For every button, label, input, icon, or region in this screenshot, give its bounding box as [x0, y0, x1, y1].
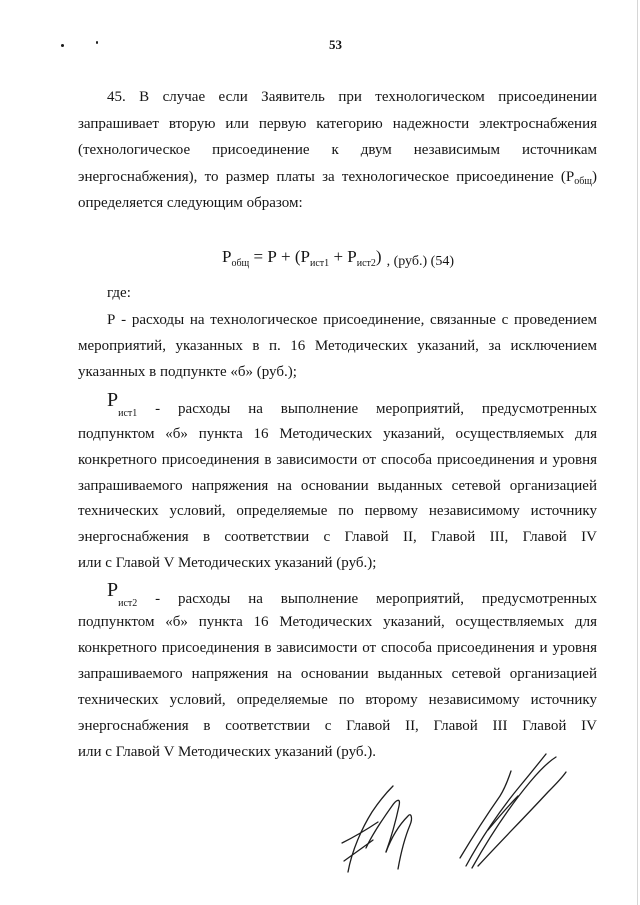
text-line: подпунктом «б» пункта 16 Методических указаний, осуществляемых для: [78, 614, 597, 630]
subscript: ист1: [118, 408, 138, 419]
text-line: энергоснабжения в соответствии с Главой II, Главой III Главой IV: [78, 718, 597, 734]
text-line: конкретного присоединения в зависимости от способа присоединения и уровня: [78, 452, 597, 468]
scan-speck: [96, 41, 98, 44]
formula: [222, 246, 454, 270]
definition-symbol: Р: [107, 579, 119, 601]
formula-subscript: ист1: [310, 258, 330, 269]
text-run: ): [592, 169, 597, 185]
scan-speck: [61, 44, 64, 47]
text-line: энергоснабжения в соответствии с Главой II, Главой III, Главой IV: [78, 529, 597, 545]
text-run: - расходы на выполнение мероприятий, предусмотренных: [155, 401, 597, 417]
text-line: 45. В случае если Заявитель при технологическом присоединении: [107, 89, 597, 105]
text-line: определяется следующим образом:: [78, 195, 303, 211]
scan-edge-line: [637, 0, 638, 905]
text-line: или с Главой V Методических указаний (руб.).: [78, 744, 376, 760]
text-run: - расходы на выполнение мероприятий, предусмотренных: [155, 591, 597, 607]
text-line: указанных в подпункте «б» (руб.);: [78, 364, 297, 380]
where-label: где:: [107, 285, 131, 301]
text-line: или с Главой V Методических указаний (руб.);: [78, 555, 377, 571]
text-line: конкретного присоединения в зависимости от способа присоединения и уровня: [78, 640, 597, 656]
text-line: [107, 579, 597, 609]
text-line: технических условий, определяемые по первому независимому источнику: [78, 503, 597, 519]
text-line: (технологическое присоединение к двум независимым источникам: [78, 142, 597, 158]
text-line: [78, 167, 597, 187]
page-number: 53: [329, 37, 342, 52]
formula-subscript: ист2: [356, 258, 376, 269]
formula-symbol: Р: [222, 247, 232, 266]
formula-run: = Р + (Р: [249, 247, 311, 266]
subscript: общ: [574, 176, 592, 187]
text-line: подпунктом «б» пункта 16 Методических указаний, осуществляемых для: [78, 426, 597, 442]
formula-run: + Р: [329, 247, 357, 266]
formula-subscript: общ: [231, 258, 250, 269]
text-line: запрашивает вторую или первую категорию надежности электроснабжения: [78, 116, 597, 132]
text-line: запрашиваемого напряжения на основании выданных сетевой организацией: [78, 666, 597, 682]
text-line: технических условий, определяемые по второму независимому источнику: [78, 692, 597, 708]
formula-run: ): [375, 247, 382, 266]
text-line: запрашиваемого напряжения на основании выданных сетевой организацией: [78, 478, 597, 494]
subscript: ист2: [118, 598, 138, 609]
text-line: Р - расходы на технологическое присоединение, связанные с проведением: [107, 312, 597, 328]
text-line: [107, 389, 597, 419]
text-line: мероприятий, указанных в п. 16 Методических указаний, за исключением: [78, 338, 597, 354]
text-run: энергоснабжения), то размер платы за технологическое присоединение (Р: [78, 169, 575, 185]
formula-units: , (руб.) (54): [386, 254, 454, 269]
definition-symbol: Р: [107, 389, 119, 411]
